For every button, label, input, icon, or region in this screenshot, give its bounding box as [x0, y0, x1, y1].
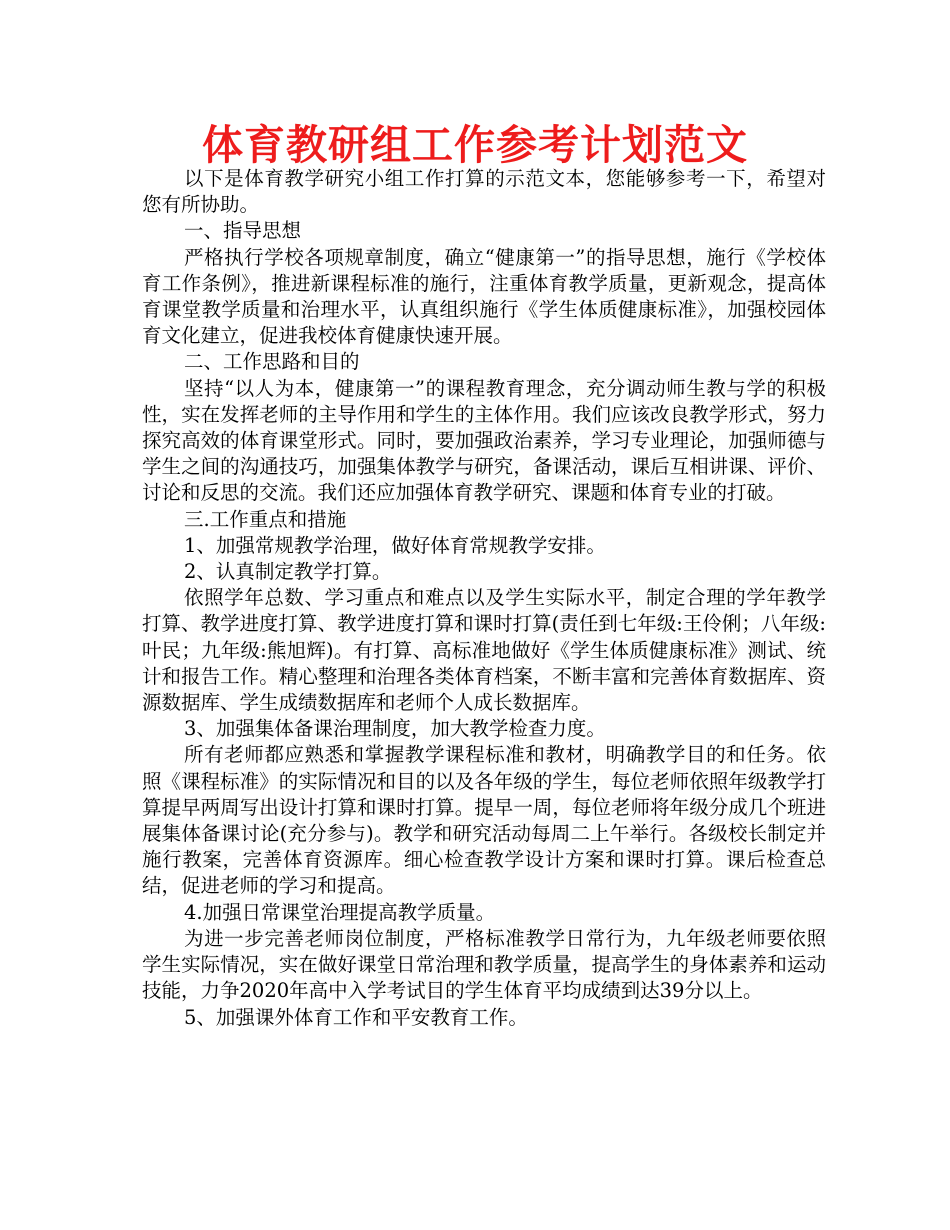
document-body	[142, 166, 826, 1031]
list-item: 3、加强集体备课治理制度，加大教学检查力度。	[184, 717, 606, 741]
paragraph: 坚持“以人为本，健康第一”的课程教育理念，充分调动师生教与学的积极性，实在发挥老师的主导作用和学生的主体作用。我们应该改良教学形式，努力探究高效的体育课堂形式。同时，要加强政治素养，学习专业理论，加强师德与学生之间的沟通技巧，加强集体教学与研究，备课活动，课后互相讲课、评价、讨论和反思的交流。我们还应加强体育教学研究、课题和体育专业的打破。	[142, 376, 826, 505]
paragraph: 所有老师都应熟悉和掌握教学课程标准和教材，明确教学目的和任务。依照《课程标准》的实际情况和目的以及各年级的学生，每位老师依照年级教学打算提早两周写出设计打算和课时打算。提早一周，每位老师将年级分成几个班进展集体备课讨论(充分参与)。教学和研究活动每周二上午举行。各级校长制定并施行教案，完善体育资源库。细心检查教学设计方案和课时打算。课后检查总结，促进老师的学习和提高。	[142, 743, 826, 898]
section-heading-key-measures: 三.工作重点和措施	[184, 507, 347, 531]
list-item: 5、加强课外体育工作和平安教育工作。	[184, 1005, 528, 1029]
list-item: 4.加强日常课堂治理提高教学质量。	[184, 900, 496, 924]
intro-paragraph: 以下是体育教学研究小组工作打算的示范文本，您能够参考一下，希望对您有所协助。	[142, 167, 826, 217]
list-item: 2、认真制定教学打算。	[184, 560, 392, 584]
paragraph: 依照学年总数、学习重点和难点以及学生实际水平，制定合理的学年教学打算、教学进度打算、教学进度打算和课时打算(责任到七年级:王伶俐；八年级:叶民；九年级:熊旭辉)。有打算、高标准地做好《学生体质健康标准》测试、统计和报告工作。精心整理和治理各类体育档案，不断丰富和完善体育数据库、资源数据库、学生成绩数据库和老师个人成长数据库。	[142, 586, 826, 715]
section-heading-work-ideas: 二、工作思路和目的	[184, 350, 360, 374]
document-title: 体育教研组工作参考计划范文	[202, 121, 748, 169]
paragraph: 严格执行学校各项规章制度，确立“健康第一”的指导思想，施行《学校体育工作条例》，推进新课程标准的施行，注重体育教学质量，更新观念，提高体育课堂教学质量和治理水平，认真组织施行《学生体质健康标准》，加强校园体育文化建立，促进我校体育健康快速开展。	[142, 245, 826, 348]
paragraph: 为进一步完善老师岗位制度，严格标准教学日常行为，九年级老师要依照学生实际情况，实在做好课堂日常治理和教学质量，提高学生的身体素养和运动技能，力争2020年高中入学考试目的学生体育平均成绩到达39分以上。	[142, 926, 826, 1003]
list-item: 1、加强常规教学治理，做好体育常规教学安排。	[184, 533, 606, 557]
section-heading-guiding-thought: 一、指导思想	[184, 219, 302, 243]
